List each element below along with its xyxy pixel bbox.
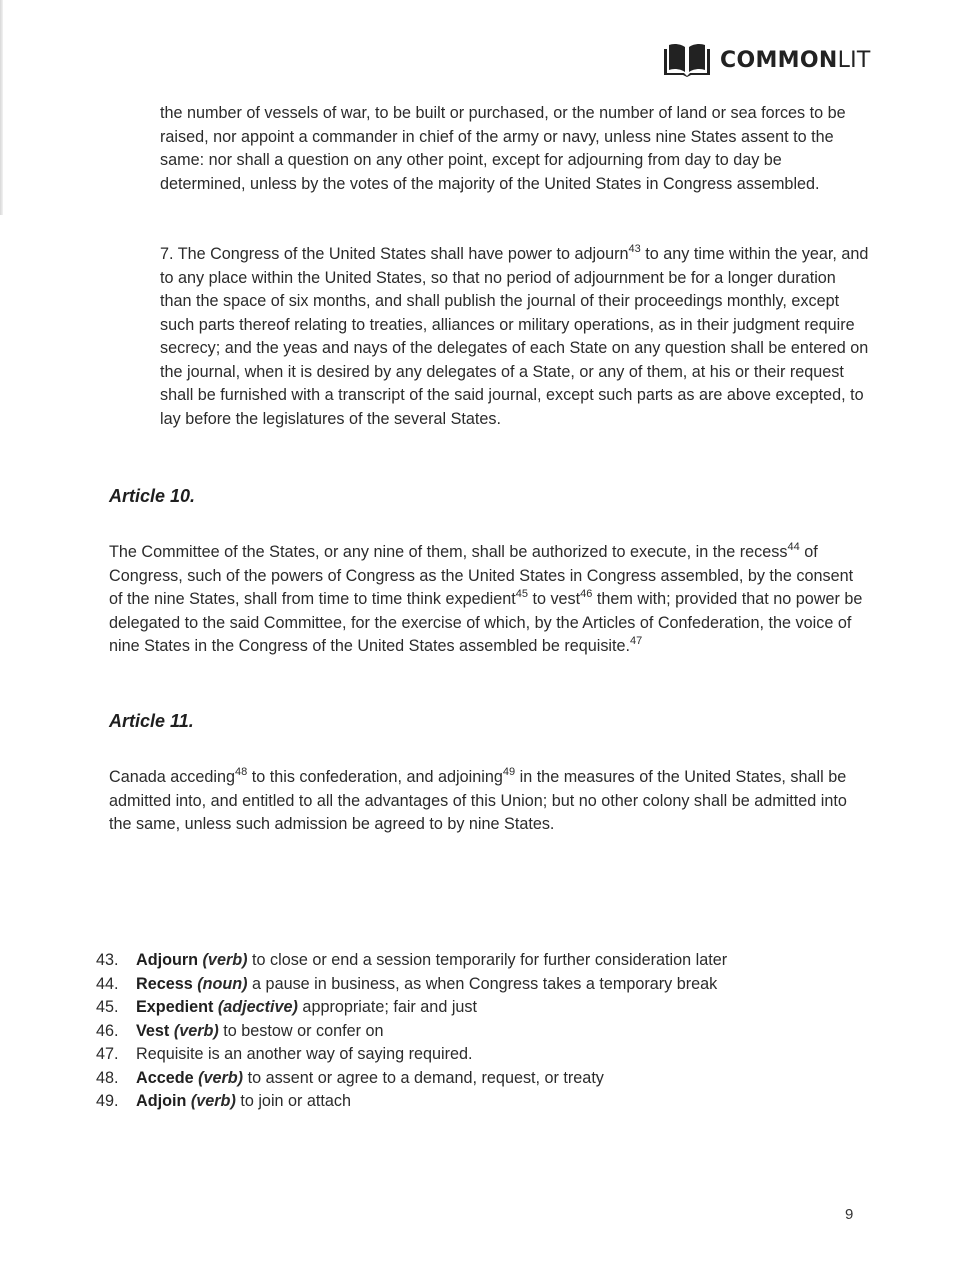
text-run: of Congress, such of the powers of Congress as the United States in Congress assembled, by the consent of the nine States, shall from time to time think expedient: [109, 543, 854, 608]
text-run: to this confederation, and adjoining: [247, 768, 503, 786]
footnotes-list: [96, 949, 856, 1114]
text-run: 7. The Congress of the United States shall have power to adjourn: [160, 245, 629, 263]
scan-edge-line: [0, 0, 3, 215]
footnote-item: [96, 996, 856, 1020]
text-run: to any time within the year, and to any place within the United States, so that no period of adjournment be for a longer duration than the space of six months, and shall publish the journal of their proceedings monthly, except such parts thereof relating to treaties, alliances or military operations, as in their judgment require secrecy; and the yeas and nays of the delegates of each State on any question shall be entered on the journal, when it is desired by any delegates of a State, or any of them, at his or their request shall be furnished with a transcript of the said journal, except such parts as are above excepted, to lay before the legislatures of the several States.: [160, 245, 869, 428]
footnote-term: Vest: [136, 1021, 170, 1040]
article-11-paragraph: [109, 766, 869, 837]
article-10-heading: Article 10.: [109, 486, 196, 506]
footnote-part-of-speech: (noun): [197, 974, 248, 993]
footnote-number: 47.: [96, 1045, 119, 1063]
footnote-item: [96, 1090, 856, 1114]
brand-name-light: LIT: [837, 47, 871, 73]
footnote-part-of-speech: (verb): [190, 1092, 236, 1110]
footnote-item: [96, 973, 856, 997]
page-number: 9: [845, 1206, 854, 1223]
footnote-term: Expedient: [136, 998, 214, 1016]
footnote-number: 49.: [96, 1092, 119, 1110]
footnote-number: 48.: [96, 1068, 119, 1087]
footnote-definition: to bestow or confer on: [218, 1021, 384, 1040]
brand-name: [720, 48, 871, 73]
footnote-term: Adjourn: [136, 951, 199, 969]
footnote-definition: to close or end a session temporarily for further consideration later: [247, 951, 728, 969]
open-book-icon: [664, 43, 710, 77]
footnote-definition: a pause in business, as when Congress takes a temporary break: [247, 974, 718, 993]
footnote-term: Recess: [136, 974, 193, 993]
footnote-item: [96, 1020, 856, 1044]
footnote-number: 45.: [96, 998, 119, 1016]
footnote-definition: to assent or agree to a demand, request, or treaty: [243, 1068, 604, 1087]
footnote-part-of-speech: (verb): [202, 951, 248, 969]
paragraph-continued: the number of vessels of war, to be built or purchased, or the number of land or sea forces to be raised, nor appoint a commander in chief of the army or navy, unless nine States assent to the same: nor shall a question on any other point, except for adjourning from day to day be determined, unless by the votes of the majority of the United States in Congress assembled.: [160, 104, 846, 193]
footnote-definition: appropriate; fair and just: [297, 998, 478, 1016]
footnote-part-of-speech: (verb): [173, 1021, 219, 1040]
footnote-definition: to join or attach: [235, 1092, 352, 1110]
text-run: to vest: [527, 590, 581, 608]
footnote-part-of-speech: (adjective): [217, 998, 298, 1016]
text-run: them with; provided that no power be delegated to the said Committee, for the exercise of which, by the Articles of Confederation, the voice of nine States in the Congress of the United States assembled be requisite.: [109, 590, 863, 655]
footnote-term: Accede: [136, 1068, 194, 1087]
footnote-ref-45[interactable]: 45: [515, 588, 528, 600]
footnote-ref-49[interactable]: 49: [502, 766, 516, 778]
footnote-item: [96, 1043, 856, 1067]
footnote-ref-44[interactable]: 44: [787, 541, 800, 553]
commonlit-logo: [664, 43, 871, 77]
footnote-ref-48[interactable]: 48: [235, 766, 248, 778]
article-11-heading: Article 11.: [109, 711, 194, 731]
footnote-ref-46[interactable]: 46: [580, 588, 593, 600]
article-10-paragraph: [109, 541, 869, 659]
footnote-part-of-speech: (verb): [198, 1068, 244, 1087]
text-run: in the measures of the United States, shall be admitted into, and entitled to all the advantages of this Union; but no other colony shall be admitted into the same, unless such admission be agreed to by nine States.: [109, 768, 847, 833]
footnote-item: [96, 1067, 856, 1091]
text-run: Canada acceding: [109, 768, 235, 786]
footnote-ref-47[interactable]: 47: [630, 635, 643, 647]
footnote-ref-43[interactable]: 43: [628, 243, 641, 255]
footnote-number: 43.: [96, 951, 119, 969]
footnote-term: Adjoin: [136, 1092, 187, 1110]
text-run: The Committee of the States, or any nine of them, shall be authorized to execute, in the recess: [109, 543, 788, 561]
footnote-item: [96, 949, 856, 973]
paragraph-section-7: [160, 243, 870, 431]
footnote-definition: Requisite is an another way of saying required.: [136, 1045, 473, 1063]
footnote-number: 46.: [96, 1021, 119, 1040]
footnote-number: 44.: [96, 974, 119, 993]
brand-name-bold: COMMON: [720, 47, 838, 73]
